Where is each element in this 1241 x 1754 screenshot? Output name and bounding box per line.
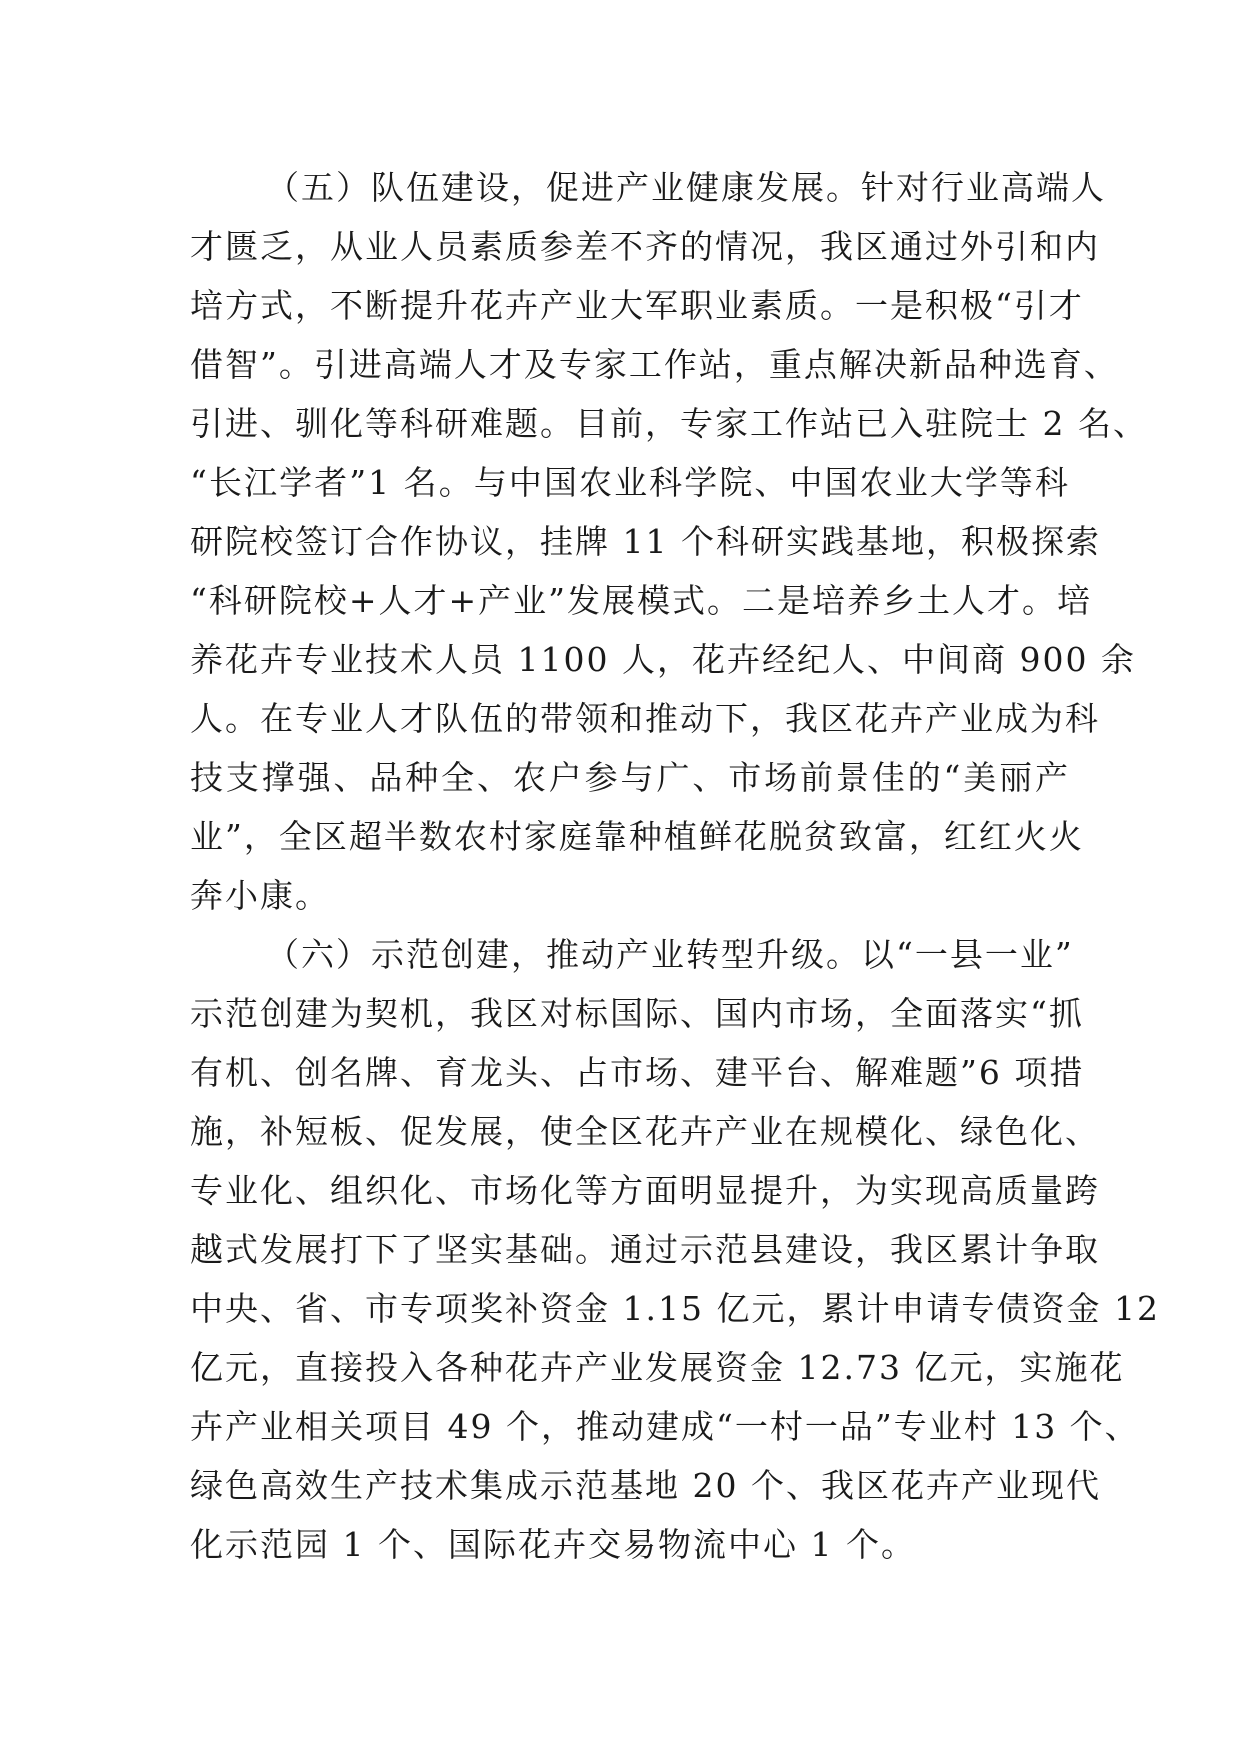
- text-line: 化示范园 1 个、国际花卉交易物流中心 1 个。: [190, 1525, 916, 1564]
- text-line: 技支撑强、品种全、农户参与广、市场前景佳的“美丽产: [190, 758, 1070, 797]
- text-line: 亿元，直接投入各种花卉产业发展资金 12.73 亿元，实施花: [190, 1348, 1125, 1387]
- document-body: [190, 158, 1160, 1574]
- paragraph-demonstration: [190, 925, 1160, 1574]
- text-line: 研院校签订合作协议，挂牌 11 个科研实践基地，积极探索: [190, 522, 1101, 561]
- text-line: 业”，全区超半数农村家庭靠种植鲜花脱贫致富，红红火火: [190, 817, 1084, 856]
- text-line: 借智”。引进高端人才及专家工作站，重点解决新品种选育、: [190, 345, 1119, 384]
- text-line: 绿色高效生产技术集成示范基地 20 个、我区花卉产业现代: [190, 1466, 1101, 1505]
- text-line: （五）队伍建设，促进产业健康发展。针对行业高端人: [266, 168, 1106, 207]
- text-line: 引进、驯化等科研难题。目前，专家工作站已入驻院士 2 名、: [190, 404, 1148, 443]
- text-line: 培方式，不断提升花卉产业大军职业素质。一是积极“引才: [190, 286, 1084, 325]
- text-line: 才匮乏，从业人员素质参差不齐的情况，我区通过外引和内: [190, 227, 1100, 266]
- text-line: 有机、创名牌、育龙头、占市场、建平台、解难题”6 项措: [190, 1053, 1085, 1092]
- text-line: 中央、省、市专项奖补资金 1.15 亿元，累计申请专债资金 12: [190, 1289, 1160, 1328]
- text-line: “长江学者”1 名。与中国农业科学院、中国农业大学等科: [190, 463, 1070, 502]
- text-line: 越式发展打下了坚实基础。通过示范县建设，我区累计争取: [190, 1230, 1100, 1269]
- text-line: 施，补短板、促发展，使全区花卉产业在规模化、绿色化、: [190, 1112, 1100, 1151]
- text-line: 养花卉专业技术人员 1100 人，花卉经纪人、中间商 900 余: [190, 640, 1136, 679]
- paragraph-team-building: [190, 158, 1148, 925]
- text-line: 专业化、组织化、市场化等方面明显提升，为实现高质量跨: [190, 1171, 1100, 1210]
- text-line: 卉产业相关项目 49 个，推动建成“一村一品”专业村 13 个、: [190, 1407, 1140, 1446]
- text-line: 示范创建为契机，我区对标国际、国内市场，全面落实“抓: [190, 994, 1084, 1033]
- text-line: （六）示范创建，推动产业转型升级。以“一县一业”: [266, 935, 1074, 974]
- text-line: 人。在专业人才队伍的带领和推动下，我区花卉产业成为科: [190, 699, 1100, 738]
- text-line: “科研院校+人才+产业”发展模式。二是培养乡土人才。培: [190, 581, 1093, 620]
- text-line: 奔小康。: [190, 876, 330, 915]
